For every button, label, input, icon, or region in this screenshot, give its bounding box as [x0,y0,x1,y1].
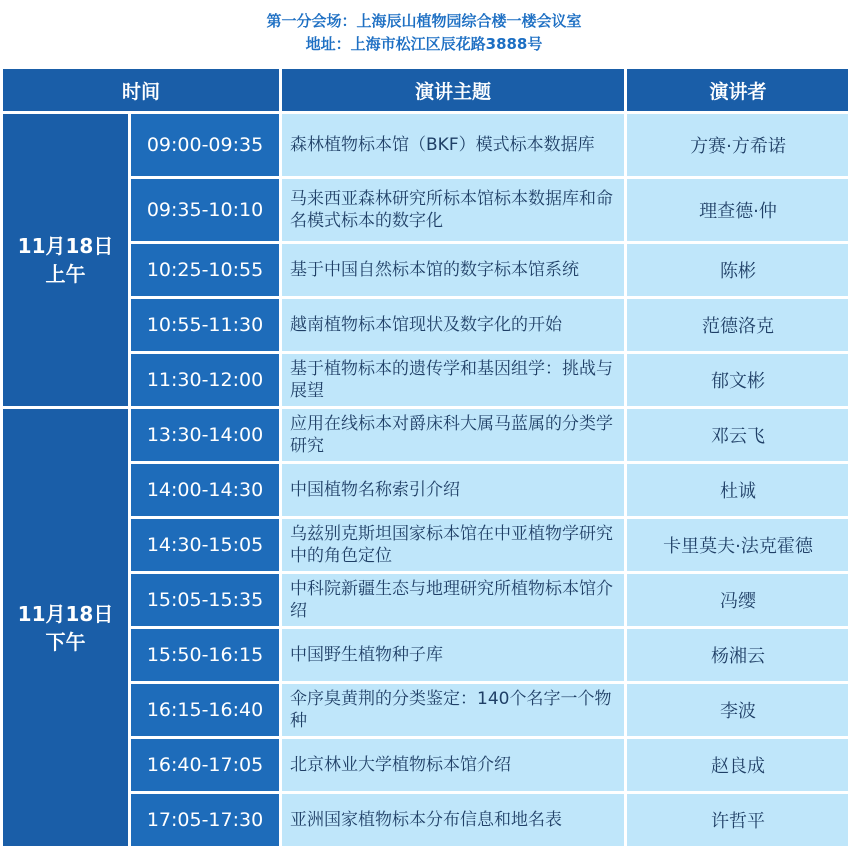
topic-cell: 森林植物标本馆（BKF）模式标本数据库 [282,114,624,176]
time-cell: 10:55-11:30 [131,299,279,351]
venue-address: 地址：上海市松江区辰花路3888号 [305,35,543,53]
table-row [3,179,848,241]
topic-cell: 基于中国自然标本馆的数字标本馆系统 [282,244,624,296]
table-row [3,114,848,176]
topic-cell: 北京林业大学植物标本馆介绍 [282,739,624,791]
venue-location: 第一分会场：上海辰山植物园综合楼一楼会议室 [266,12,582,30]
table-row [3,354,848,406]
table-row [3,244,848,296]
topic-cell: 马来西亚森林研究所标本馆标本数据库和命名模式标本的数字化 [282,179,624,241]
topic-cell: 应用在线标本对爵床科大属马蓝属的分类学研究 [282,409,624,461]
morning-period: 上午 [45,262,86,286]
table-row [3,794,848,846]
table-row [3,519,848,571]
speaker-cell: 卡里莫夫·法克霍德 [627,519,848,571]
schedule-table [0,66,848,849]
speaker-cell: 邓云飞 [627,409,848,461]
morning-date: 11月18日 [17,234,114,258]
table-row [3,409,848,461]
speaker-cell: 冯缨 [627,574,848,626]
topic-cell: 亚洲国家植物标本分布信息和地名表 [282,794,624,846]
topic-cell: 中国植物名称索引介绍 [282,464,624,516]
topic-cell: 中科院新疆生态与地理研究所植物标本馆介绍 [282,574,624,626]
time-cell: 10:25-10:55 [131,244,279,296]
morning-day-cell [3,114,128,406]
header-time: 时间 [3,69,279,111]
topic-cell: 基于植物标本的遗传学和基因组学：挑战与展望 [282,354,624,406]
afternoon-day-cell [3,409,128,846]
speaker-cell: 郁文彬 [627,354,848,406]
speaker-cell: 方赛·方希诺 [627,114,848,176]
time-cell: 14:30-15:05 [131,519,279,571]
time-cell: 16:40-17:05 [131,739,279,791]
topic-cell: 中国野生植物种子库 [282,629,624,681]
speaker-cell: 许哲平 [627,794,848,846]
time-cell: 15:50-16:15 [131,629,279,681]
table-row [3,299,848,351]
time-cell: 15:05-15:35 [131,574,279,626]
speaker-cell: 陈彬 [627,244,848,296]
time-cell: 17:05-17:30 [131,794,279,846]
table-row [3,464,848,516]
topic-cell: 越南植物标本馆现状及数字化的开始 [282,299,624,351]
table-row [3,574,848,626]
table-row [3,629,848,681]
venue-header [0,0,848,66]
time-cell: 14:00-14:30 [131,464,279,516]
afternoon-date: 11月18日 [17,601,114,626]
speaker-cell: 理查德·仲 [627,179,848,241]
time-cell: 13:30-14:00 [131,409,279,461]
header-topic: 演讲主题 [282,69,624,111]
speaker-cell: 范德洛克 [627,299,848,351]
time-cell: 09:35-10:10 [131,179,279,241]
header-speaker: 演讲者 [627,69,848,111]
topic-cell: 伞序臭黄荆的分类鉴定：140个名字一个物种 [282,684,624,736]
speaker-cell: 杜诚 [627,464,848,516]
table-row [3,739,848,791]
speaker-cell: 杨湘云 [627,629,848,681]
table-row [3,684,848,736]
header-row [3,69,848,111]
time-cell: 16:15-16:40 [131,684,279,736]
afternoon-period: 下午 [45,629,86,654]
speaker-cell: 李波 [627,684,848,736]
time-cell: 09:00-09:35 [131,114,279,176]
time-cell: 11:30-12:00 [131,354,279,406]
topic-cell: 乌兹别克斯坦国家标本馆在中亚植物学研究中的角色定位 [282,519,624,571]
speaker-cell: 赵良成 [627,739,848,791]
